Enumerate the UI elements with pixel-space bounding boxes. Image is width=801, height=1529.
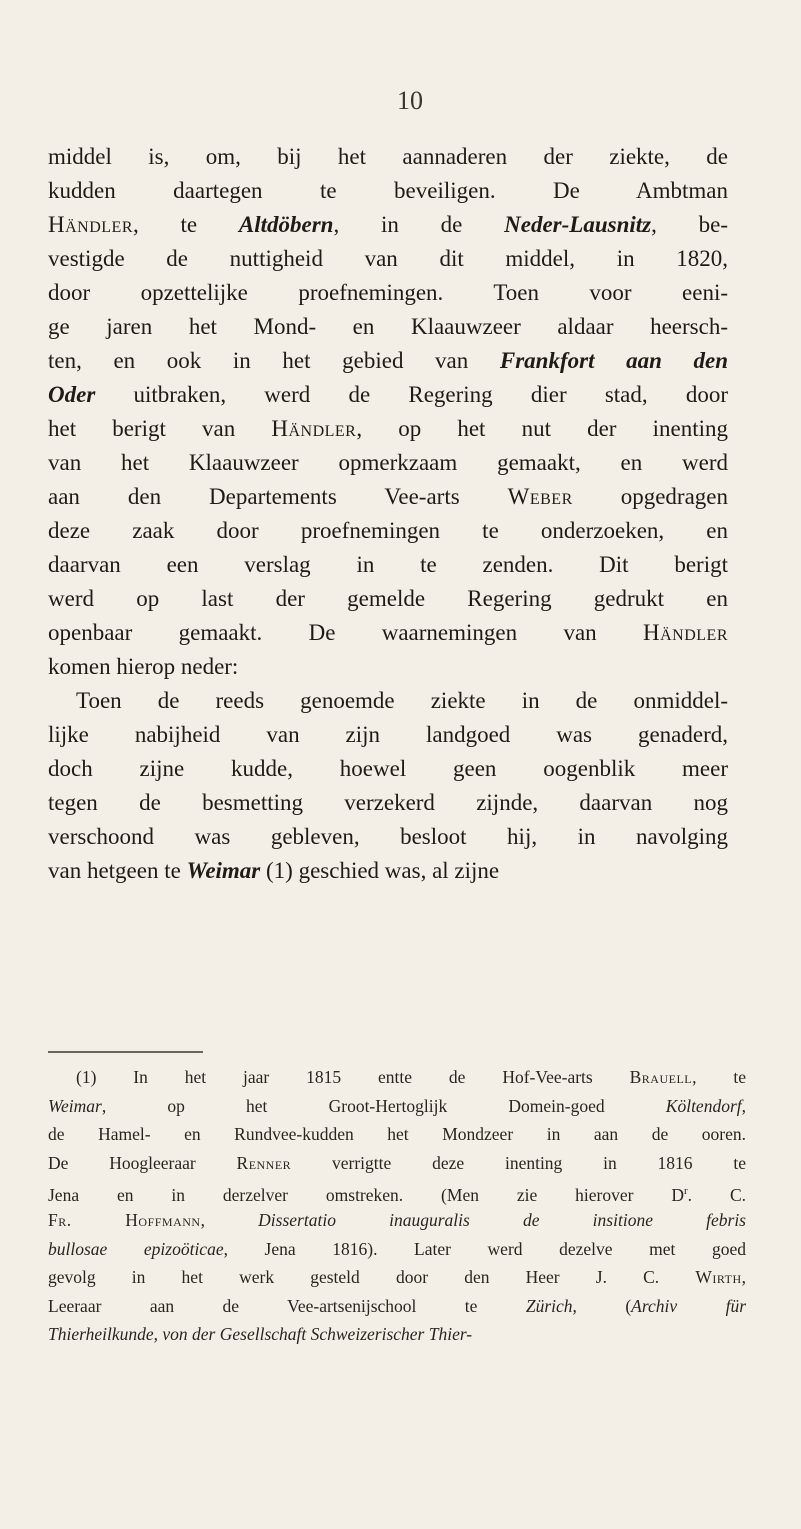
person-name: Fr. Hoffmann [48, 1209, 201, 1230]
text-line [48, 650, 728, 684]
place-name: Neder-Lausnitz [504, 212, 652, 237]
text-run: , op het nut der inenting [356, 416, 728, 441]
text-line [48, 310, 728, 344]
text-line [48, 752, 728, 786]
footnote-line [48, 1235, 748, 1264]
text-line [48, 786, 728, 820]
text-run: doch zijne kudde, hoewel geen oogenblik meer [48, 756, 728, 781]
text-run: (1) geschied was, al zijne [260, 858, 500, 883]
text-run: , ( [572, 1295, 632, 1316]
text-run: daarvan een verslag in te zenden. Dit berigt [48, 552, 728, 577]
person-name: Weber [507, 484, 573, 509]
footnote-line [48, 1149, 748, 1178]
text-line [48, 276, 728, 310]
text-run: , in de [333, 212, 505, 237]
footnote-line [48, 1063, 748, 1092]
text-run: aan den Departements Vee-arts [48, 484, 508, 509]
text-run: ten, en ook in het gebied van [48, 348, 500, 373]
text-line [48, 854, 728, 888]
work-title: bullosae epizoöticae [48, 1238, 224, 1259]
text-run: van het Klaauwzeer opmerkzaam gemaakt, en werd [48, 450, 728, 475]
text-run: Jena en in derzelver omstreken. (Men zie hierover D [48, 1185, 684, 1206]
footnote [48, 1063, 748, 1349]
text-run: openbaar gemaakt. De waarnemingen van [48, 620, 643, 645]
text-run: verrigtte deze inenting in 1816 te [291, 1152, 746, 1173]
text-run: komen hierop neder: [48, 654, 239, 679]
footnote-line [48, 1177, 748, 1206]
superscript: r [684, 1185, 688, 1198]
text-run: middel is, om, bij het aannaderen der ziekte, de [48, 144, 728, 169]
text-line [48, 140, 728, 174]
work-title: von der Gesellschaft Schweizerischer Thier- [162, 1324, 473, 1345]
text-line [48, 378, 728, 412]
text-line [48, 820, 728, 854]
text-run: van hetgeen te [48, 858, 187, 883]
text-line [48, 412, 728, 446]
text-line [48, 480, 728, 514]
footnote-divider [48, 1051, 203, 1053]
text-line [48, 344, 728, 378]
text-run: lijke nabijheid van zijn landgoed was genaderd, [48, 722, 728, 747]
text-run: ge jaren het Mond- en Klaauwzeer aldaar heersch- [48, 314, 728, 339]
work-title: Archiv für [631, 1295, 747, 1316]
text-line [48, 582, 728, 616]
place-name: Weimar [48, 1095, 102, 1116]
page-number: 10 [397, 86, 423, 115]
footnote-line [48, 1292, 748, 1321]
place-name: Altdöbern [238, 212, 334, 237]
place-name: Frankfort aan den [499, 348, 729, 373]
text-run: gevolg in het werk gesteld door den Heer J. C. [48, 1267, 696, 1288]
footnote-line [48, 1120, 748, 1149]
text-run: de Hamel- en Rundvee-kudden het Mondzeer in aan de ooren. [48, 1124, 746, 1145]
person-name: Brauell [629, 1067, 693, 1087]
text-line [48, 514, 728, 548]
text-run: , te [692, 1067, 747, 1087]
text-run: Leeraar aan de Vee-artsenijschool te [48, 1295, 526, 1316]
person-name: Händler [643, 620, 728, 645]
text-run: , [200, 1209, 259, 1230]
text-run: , [741, 1267, 746, 1288]
text-run: , [153, 1324, 163, 1345]
text-run: Toen de reeds genoemde ziekte in de onmiddel- [76, 688, 728, 713]
person-name: Wirth [695, 1267, 742, 1288]
text-run: . C. [687, 1185, 746, 1206]
footnote-line [48, 1320, 748, 1349]
text-run: kudden daartegen te beveiligen. De Ambtman [48, 178, 728, 203]
place-name: Zürich [525, 1295, 573, 1316]
text-run: werd op last der gemelde Regering gedrukt en [48, 586, 728, 611]
text-line [48, 446, 728, 480]
text-line [48, 718, 728, 752]
text-run: deze zaak door proefnemingen te onderzoeken, en [48, 518, 728, 543]
footnote-line [48, 1206, 748, 1235]
text-line [48, 548, 728, 582]
work-title: Dissertatio inauguralis de insitione febris [258, 1209, 746, 1230]
text-line [48, 684, 728, 718]
footnote-line [48, 1263, 748, 1292]
place-name: Oder [48, 382, 96, 407]
text-line [48, 616, 728, 650]
text-run: , op het Groot-Hertoglijk Domein-goed [101, 1095, 666, 1116]
text-run: , be- [651, 212, 728, 237]
text-run: , te [133, 212, 239, 237]
text-run: vestigde de nuttigheid van dit middel, in 1820, [48, 246, 728, 271]
text-line [48, 208, 728, 242]
text-line [48, 174, 728, 208]
text-run: door opzettelijke proefnemingen. Toen voor eeni- [48, 280, 728, 305]
person-name: Händler [48, 212, 133, 237]
text-line [48, 242, 728, 276]
text-run: , Jena 1816). Later werd dezelve met goed [223, 1238, 746, 1259]
text-run: (1) In het jaar 1815 entte de Hof-Vee-arts [76, 1067, 630, 1087]
footnote-line [48, 1092, 748, 1121]
text-run: De Hoogleeraar [48, 1152, 237, 1173]
place-name: Költendorf [665, 1095, 742, 1116]
text-run: verschoond was gebleven, besloot hij, in navolging [48, 824, 728, 849]
place-name: Weimar [186, 858, 261, 883]
person-name: Händler [271, 416, 357, 441]
person-name: Renner [236, 1152, 292, 1173]
text-run: uitbraken, werd de Regering dier stad, door [95, 382, 728, 407]
text-run: opgedragen [572, 484, 728, 509]
text-run: , [741, 1095, 746, 1116]
text-run: tegen de besmetting verzekerd zijnde, daarvan nog [48, 790, 728, 815]
text-run: het berigt van [48, 416, 272, 441]
work-title: Thierheilkunde [48, 1324, 154, 1345]
main-text [48, 140, 728, 888]
